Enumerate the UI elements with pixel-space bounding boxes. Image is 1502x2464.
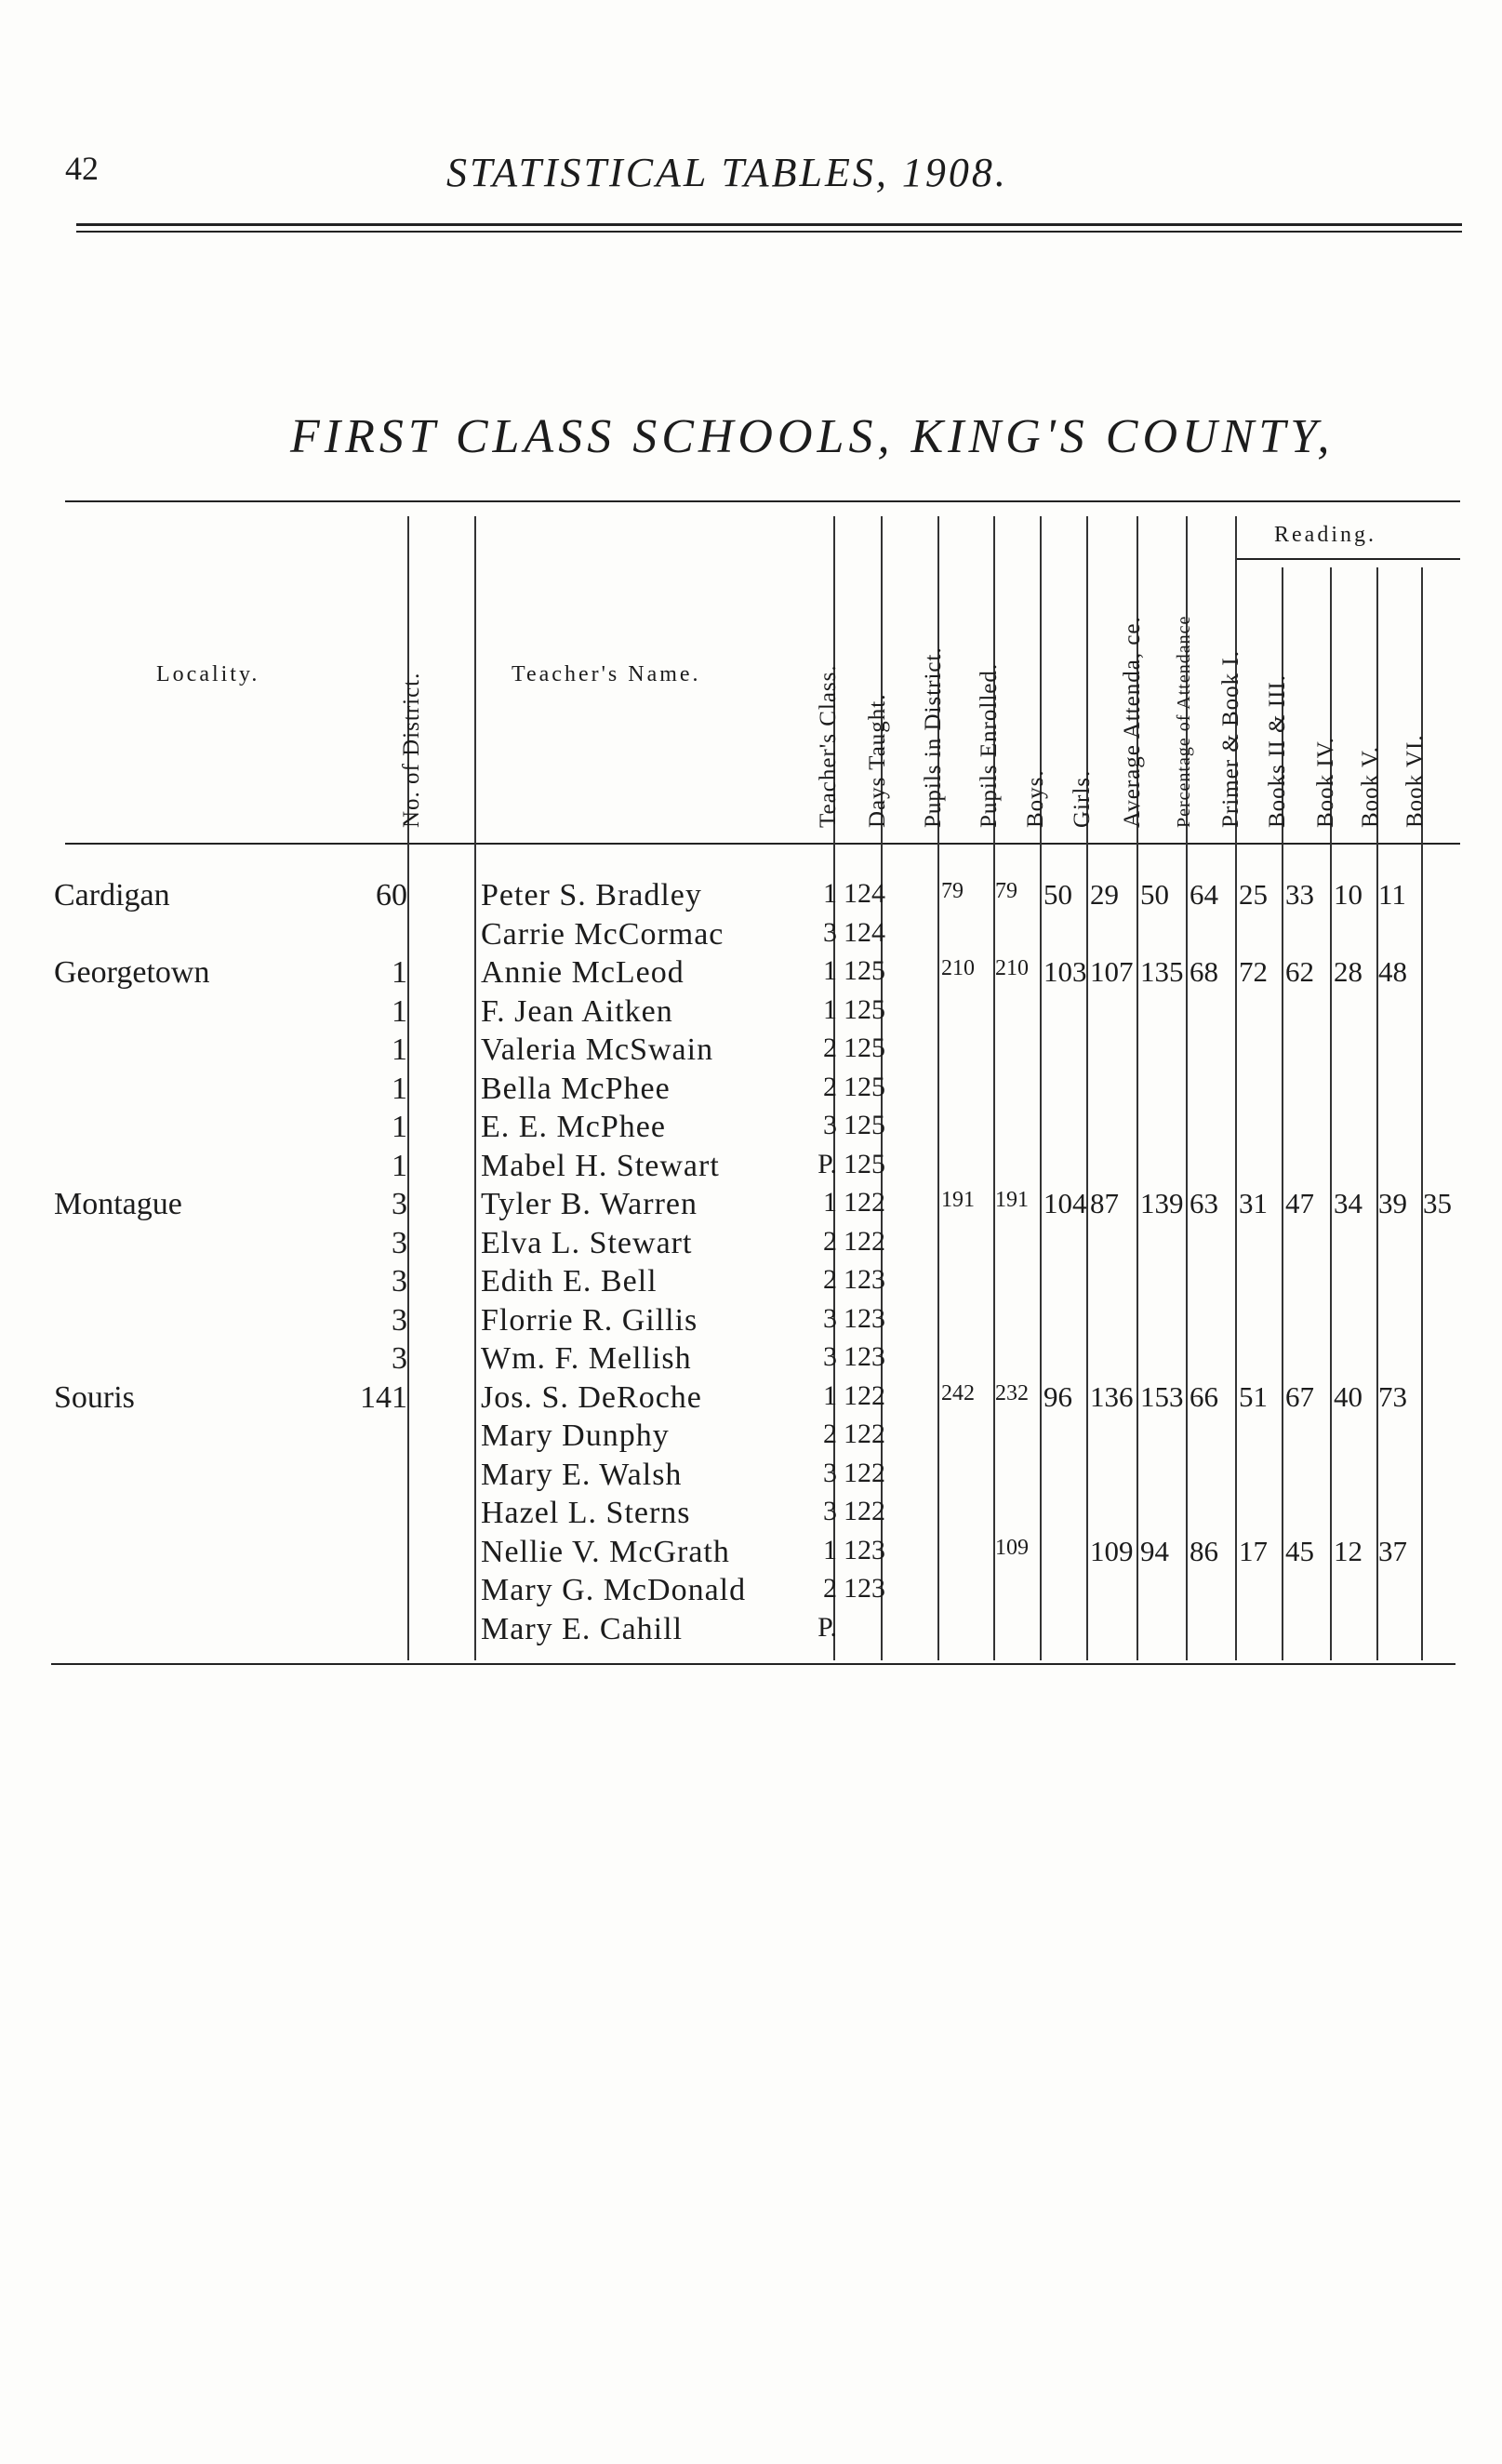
district-cell: 3 <box>392 1264 407 1299</box>
teacher-class-cell: 1 <box>823 1534 837 1565</box>
days-taught-cell: 122 <box>844 1418 885 1449</box>
locality-cell: Cardigan <box>54 878 170 912</box>
books-2-3-cell: 62 <box>1285 955 1314 988</box>
running-head: STATISTICAL TABLES, 1908. <box>446 150 1008 195</box>
days-taught-cell: 123 <box>844 1341 885 1372</box>
primer-book1-cell: 17 <box>1239 1534 1268 1567</box>
header-days-taught: Days Taught. <box>865 693 890 828</box>
header-boys: Boys. <box>1023 769 1048 828</box>
pupils-in-district-cell: 191 <box>941 1188 975 1212</box>
district-cell: 3 <box>392 1187 407 1221</box>
teacher-name-cell: Elva L. Stewart <box>481 1225 693 1260</box>
header-no-of-district: No. of District. <box>399 672 424 828</box>
primer-book1-cell: 31 <box>1239 1187 1268 1219</box>
days-taught-cell: 122 <box>844 1225 885 1257</box>
district-cell: 60 <box>376 878 407 912</box>
primer-book1-cell: 72 <box>1239 955 1268 988</box>
days-taught-cell: 125 <box>844 1110 885 1140</box>
days-taught-cell: 122 <box>844 1379 885 1411</box>
average-attendance-cell: 139 <box>1140 1187 1184 1219</box>
average-attendance-cell: 50 <box>1140 878 1169 911</box>
girls-cell: 109 <box>1090 1534 1134 1567</box>
pupils-in-district-cell: 210 <box>941 956 975 980</box>
teacher-class-cell: 3 <box>823 1496 837 1526</box>
boys-cell: 50 <box>1043 878 1072 911</box>
book-4-cell: 12 <box>1334 1534 1362 1567</box>
teacher-name-cell: Bella McPhee <box>481 1071 671 1106</box>
books-2-3-cell: 33 <box>1285 878 1314 911</box>
days-taught-cell: 124 <box>844 878 885 909</box>
pupils-enrolled-cell: 79 <box>995 879 1017 903</box>
pupils-enrolled-cell: 232 <box>995 1380 1029 1405</box>
books-2-3-cell: 47 <box>1285 1187 1314 1219</box>
header-primer-book1: Primer & Book I. <box>1218 650 1243 828</box>
boys-cell: 103 <box>1043 955 1087 988</box>
locality-cell: Georgetown <box>54 955 210 990</box>
pupils-enrolled-cell: 191 <box>995 1188 1029 1212</box>
days-taught-cell: 123 <box>844 1302 885 1334</box>
teacher-name-cell: Mary E. Walsh <box>481 1457 683 1492</box>
teacher-class-cell: 2 <box>823 1032 837 1063</box>
header-teacher-class: Teacher's Class. <box>816 664 841 828</box>
col-divider <box>1086 516 1088 1660</box>
header-locality: Locality. <box>156 662 260 686</box>
girls-cell: 29 <box>1090 878 1119 911</box>
teacher-name-cell: E. E. McPhee <box>481 1110 666 1144</box>
teacher-name-cell: Tyler B. Warren <box>481 1187 698 1221</box>
col-divider <box>1330 567 1332 1660</box>
percentage-attendance-cell: 66 <box>1190 1379 1218 1413</box>
col-divider <box>1421 567 1423 1660</box>
district-cell: 1 <box>392 1110 407 1144</box>
header-rule-bottom <box>76 231 1462 233</box>
book-5-cell: 48 <box>1378 955 1407 988</box>
locality-cell: Souris <box>54 1379 135 1415</box>
table-title: FIRST CLASS SCHOOLS, KING'S COUNTY, <box>290 410 1335 463</box>
days-taught-cell: 122 <box>844 1457 885 1488</box>
days-taught-cell: 125 <box>844 1071 885 1102</box>
books-2-3-cell: 67 <box>1285 1379 1314 1413</box>
average-attendance-cell: 94 <box>1140 1534 1169 1567</box>
teacher-name-cell: Valeria McSwain <box>481 1032 714 1067</box>
locality-cell: Montague <box>54 1187 182 1221</box>
girls-cell: 87 <box>1090 1187 1119 1219</box>
header-books-2-3: Books II & III. <box>1265 674 1290 828</box>
book-5-cell: 39 <box>1378 1187 1407 1219</box>
header-teacher-name: Teacher's Name. <box>512 662 701 686</box>
days-taught-cell: 124 <box>844 916 885 948</box>
days-taught-cell: 123 <box>844 1264 885 1295</box>
days-taught-cell: 123 <box>844 1573 885 1604</box>
girls-cell: 136 <box>1090 1379 1134 1413</box>
teacher-name-cell: Florrie R. Gillis <box>481 1302 698 1338</box>
district-cell: 1 <box>392 1032 407 1067</box>
percentage-attendance-cell: 63 <box>1190 1187 1218 1219</box>
teacher-name-cell: Mabel H. Stewart <box>481 1148 720 1183</box>
col-divider <box>1376 567 1378 1660</box>
teacher-class-cell: 1 <box>823 993 837 1025</box>
header-book-4: Book IV. <box>1313 737 1338 828</box>
book-5-cell: 37 <box>1378 1534 1407 1567</box>
days-taught-cell: 125 <box>844 993 885 1025</box>
book-6-cell: 35 <box>1423 1187 1452 1219</box>
percentage-attendance-cell: 64 <box>1190 878 1218 911</box>
col-divider <box>1040 516 1042 1660</box>
boys-cell: 96 <box>1043 1379 1072 1413</box>
teacher-name-cell: Nellie V. McGrath <box>481 1534 730 1569</box>
teacher-class-cell: P. <box>817 1611 837 1643</box>
teacher-class-cell: 2 <box>823 1225 837 1257</box>
header-pupils-in-district: Pupils in District. <box>921 646 946 828</box>
district-cell: 1 <box>392 993 407 1029</box>
header-average-attendance: Average Attenda, ce. <box>1120 616 1145 828</box>
teacher-class-cell: 3 <box>823 1457 837 1488</box>
teacher-class-cell: 2 <box>823 1418 837 1449</box>
teacher-name-cell: Mary G. McDonald <box>481 1573 747 1607</box>
district-cell: 3 <box>392 1302 407 1338</box>
header-book-5: Book V. <box>1358 745 1383 828</box>
teacher-class-cell: 3 <box>823 1341 837 1372</box>
girls-cell: 107 <box>1090 955 1134 988</box>
days-taught-cell: 122 <box>844 1187 885 1218</box>
pupils-enrolled-cell: 210 <box>995 956 1029 980</box>
teacher-name-cell: Hazel L. Sterns <box>481 1496 691 1530</box>
district-cell: 1 <box>392 1071 407 1106</box>
teacher-name-cell: Wm. F. Mellish <box>481 1341 692 1376</box>
average-attendance-cell: 153 <box>1140 1379 1184 1413</box>
book-5-cell: 11 <box>1378 878 1406 911</box>
pupils-in-district-cell: 79 <box>941 879 964 903</box>
district-cell: 1 <box>392 955 407 990</box>
reading-underline <box>1237 558 1460 560</box>
pupils-enrolled-cell: 109 <box>995 1535 1029 1560</box>
teacher-name-cell: Mary Dunphy <box>481 1418 670 1453</box>
teacher-class-cell: 3 <box>823 916 837 948</box>
teacher-name-cell: F. Jean Aitken <box>481 993 673 1029</box>
teacher-class-cell: 1 <box>823 955 837 986</box>
header-girls: Girls. <box>1070 769 1095 828</box>
primer-book1-cell: 25 <box>1239 878 1268 911</box>
col-divider <box>474 516 476 1660</box>
header-book-6: Book VI. <box>1402 734 1428 828</box>
book-4-cell: 34 <box>1334 1187 1362 1219</box>
teacher-name-cell: Edith E. Bell <box>481 1264 658 1299</box>
average-attendance-cell: 135 <box>1140 955 1184 988</box>
header-pupils-enrolled: Pupils Enrolled. <box>977 662 1002 828</box>
teacher-class-cell: 1 <box>823 1187 837 1218</box>
days-taught-cell: 125 <box>844 955 885 986</box>
teacher-name-cell: Peter S. Bradley <box>481 878 702 912</box>
teacher-class-cell: 1 <box>823 1379 837 1411</box>
page-number: 42 <box>65 150 99 187</box>
days-taught-cell: 125 <box>844 1032 885 1063</box>
teacher-class-cell: 3 <box>823 1302 837 1334</box>
days-taught-cell: 122 <box>844 1496 885 1526</box>
book-4-cell: 28 <box>1334 955 1362 988</box>
district-cell: 1 <box>392 1148 407 1183</box>
teacher-class-cell: 2 <box>823 1264 837 1295</box>
teacher-class-cell: 2 <box>823 1071 837 1102</box>
days-taught-cell: 125 <box>844 1148 885 1179</box>
teacher-class-cell: 1 <box>823 878 837 909</box>
pupils-in-district-cell: 242 <box>941 1380 975 1405</box>
district-cell: 141 <box>360 1379 407 1415</box>
book-4-cell: 40 <box>1334 1379 1362 1413</box>
book-4-cell: 10 <box>1334 878 1362 911</box>
teacher-class-cell: 3 <box>823 1110 837 1140</box>
book-5-cell: 73 <box>1378 1379 1407 1413</box>
teacher-name-cell: Jos. S. DeRoche <box>481 1379 702 1415</box>
header-rule-top <box>76 223 1462 226</box>
teacher-class-cell: 2 <box>823 1573 837 1604</box>
teacher-name-cell: Carrie McCormac <box>481 916 724 952</box>
table-bottom-rule <box>51 1663 1455 1665</box>
teacher-name-cell: Annie McLeod <box>481 955 685 990</box>
table-top-rule <box>65 500 1460 502</box>
percentage-attendance-cell: 86 <box>1190 1534 1218 1567</box>
books-2-3-cell: 45 <box>1285 1534 1314 1567</box>
teacher-class-cell: P. <box>817 1148 837 1179</box>
days-taught-cell: 123 <box>844 1534 885 1565</box>
teacher-name-cell: Mary E. Cahill <box>481 1611 684 1646</box>
header-reading: Reading. <box>1274 523 1376 547</box>
district-cell: 3 <box>392 1341 407 1376</box>
district-cell: 3 <box>392 1225 407 1260</box>
header-bottom-rule <box>65 843 1460 845</box>
primer-book1-cell: 51 <box>1239 1379 1268 1413</box>
percentage-attendance-cell: 68 <box>1190 955 1218 988</box>
boys-cell: 104 <box>1043 1187 1087 1219</box>
header-percentage-attendance: Percentage of Attendance <box>1174 615 1194 828</box>
